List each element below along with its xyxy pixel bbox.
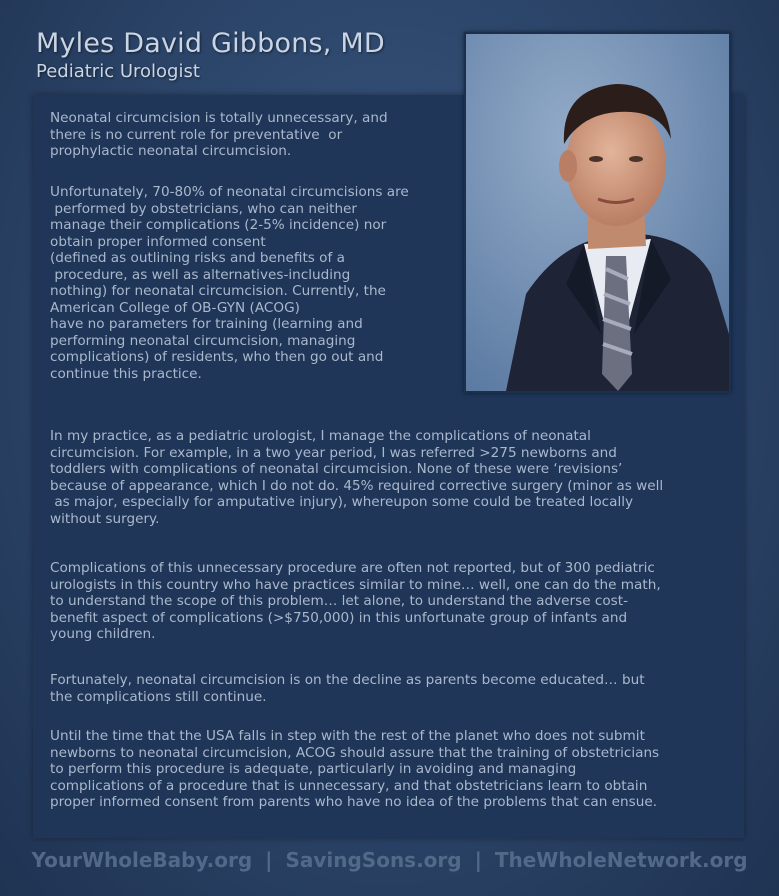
- doctor-title: Pediatric Urologist: [36, 61, 200, 82]
- doctor-name: Myles David Gibbons, MD: [36, 28, 385, 59]
- footer-link-savingsons[interactable]: SavingSons.org: [285, 848, 462, 872]
- footer-separator: |: [265, 848, 273, 872]
- paragraph-4: Complications of this unnecessary procedure are often not reported, but of 300 pediatric urologists in this country who have practices similar to mine… well, one can do the math, to understand the scope of this problem… let alone, to understand the adverse cost- benefit aspect of complications (>$750,000) in this unfortunate group of infants and young children.: [50, 560, 661, 642]
- footer-links: [0, 848, 779, 872]
- paragraph-3: In my practice, as a pediatric urologist, I manage the complications of neonatal circumcision. For example, in a two year period, I was referred >275 newborns and toddlers with complications of neonatal circumcision. None of these were ‘revisions’ because of appearance, which I do not do. 45% required corrective surgery (minor as well as major, especially for amputative injury), whereupon some could be treated locally without surgery.: [50, 428, 664, 527]
- footer-link-thewholenetwork[interactable]: TheWholeNetwork.org: [494, 848, 748, 872]
- header: [36, 28, 385, 82]
- portrait-photo: [464, 32, 731, 393]
- paragraph-6: Until the time that the USA falls in step with the rest of the planet who does not submit newborns to neonatal circumcision, ACOG should assure that the training of obstetricians to perform this procedure is adequate, particularly in avoiding and managing complications of a procedure that is unnecessary, and that obstetricians learn to obtain proper informed consent from parents who have no idea of the problems that can ensue.: [50, 728, 660, 810]
- footer-separator: |: [474, 848, 482, 872]
- portrait-illustration: [466, 34, 729, 391]
- footer-link-yourwholebaby[interactable]: YourWholeBaby.org: [31, 848, 253, 872]
- paragraph-5: Fortunately, neonatal circumcision is on the decline as parents become educated… but the complications still continue.: [50, 672, 645, 705]
- paragraph-2: Unfortunately, 70-80% of neonatal circumcisions are performed by obstetricians, who can neither manage their complications (2-5% incidence) nor obtain proper informed consent (defined as outlining risks and benefits of a procedure, as well as alternatives-including nothing) for neonatal circumcision. Currently, the American College of OB-GYN (ACOG) have no parameters for training (learning and performing neonatal circumcision, managing complications) of residents, who then go out and continue this practice.: [50, 184, 409, 382]
- paragraph-1: Neonatal circumcision is totally unnecessary, and there is no current role for preventative or prophylactic neonatal circumcision.: [50, 110, 388, 159]
